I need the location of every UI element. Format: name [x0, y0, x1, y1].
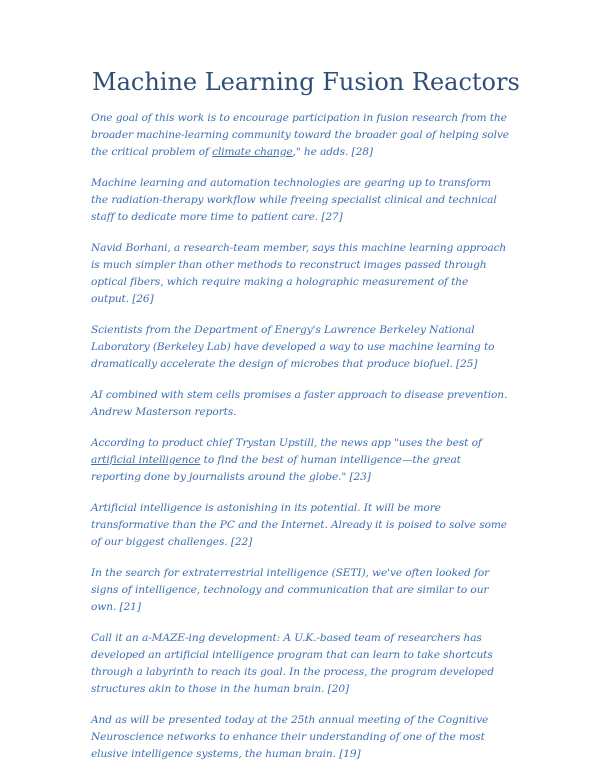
- paragraph-2: [91, 175, 509, 226]
- climate-change-link[interactable]: climate change: [212, 146, 293, 158]
- paragraph-text: In the search for extraterrestrial intelligence (SETI), we've often looked for signs of intelligence, technology and communication that are similar to our own. [21]: [91, 567, 490, 613]
- paragraph-3: [91, 240, 509, 308]
- paragraph-text: Artificial intelligence is astonishing in its potential. It will be more transformative than the PC and the Internet. Already it is poised to solve some of our biggest challenges. [22]: [91, 502, 507, 548]
- paragraph-10: [91, 712, 509, 763]
- paragraph-text: Call it an a-MAZE-ing development: A U.K.-based team of researchers has developed an artificial intelligence program that can learn to take shortcuts through a labyrinth to reach its goal. In the process, the program developed structures akin to those in the human brain. [20]: [91, 632, 494, 695]
- paragraph-text: Machine learning and automation technologies are gearing up to transform the radiation-therapy workflow while freeing specialist clinical and technical staff to dedicate more time to patient care. [27]: [91, 177, 497, 223]
- paragraph-7: [91, 500, 509, 551]
- paragraph-text: to find the best of human intelligence—the great reporting done by journalists around the globe." [23]: [91, 454, 461, 483]
- paragraph-text: According to product chief Trystan Upstill, the news app "uses the best of: [91, 437, 482, 449]
- paragraph-text: Scientists from the Department of Energy's Lawrence Berkeley National Laboratory (Berkeley Lab) have developed a way to use machine learning to dramatically accelerate the design of microbes that produce biofuel. [25]: [91, 324, 495, 370]
- paragraph-text: One goal of this work is to encourage participation in fusion research from the broader machine-learning community toward the broader goal of helping solve the critical problem of: [91, 112, 509, 158]
- paragraph-4: [91, 322, 509, 373]
- paragraph-text: AI combined with stem cells promises a faster approach to disease prevention. Andrew Masterson reports.: [91, 389, 508, 418]
- paragraph-9: [91, 630, 509, 698]
- page-title: Machine Learning Fusion Reactors: [92, 68, 520, 96]
- paragraph-6: [91, 435, 509, 486]
- paragraph-5: [91, 387, 509, 421]
- paragraph-text: And as will be presented today at the 25th annual meeting of the Cognitive Neuroscience networks to enhance their understanding of one of the most elusive intelligence systems, the human brain. [19]: [91, 714, 489, 760]
- artificial-intelligence-link[interactable]: artificial intelligence: [91, 454, 201, 466]
- paragraph-text: Navid Borhani, a research-team member, says this machine learning approach is much simpler than other methods to reconstruct images passed through optical fibers, which require making a holographic measurement of the output. [26]: [91, 242, 507, 305]
- document-body: [91, 110, 509, 777]
- paragraph-8: [91, 565, 509, 616]
- paragraph-text: ," he adds. [28]: [292, 146, 373, 158]
- paragraph-1: [91, 110, 509, 161]
